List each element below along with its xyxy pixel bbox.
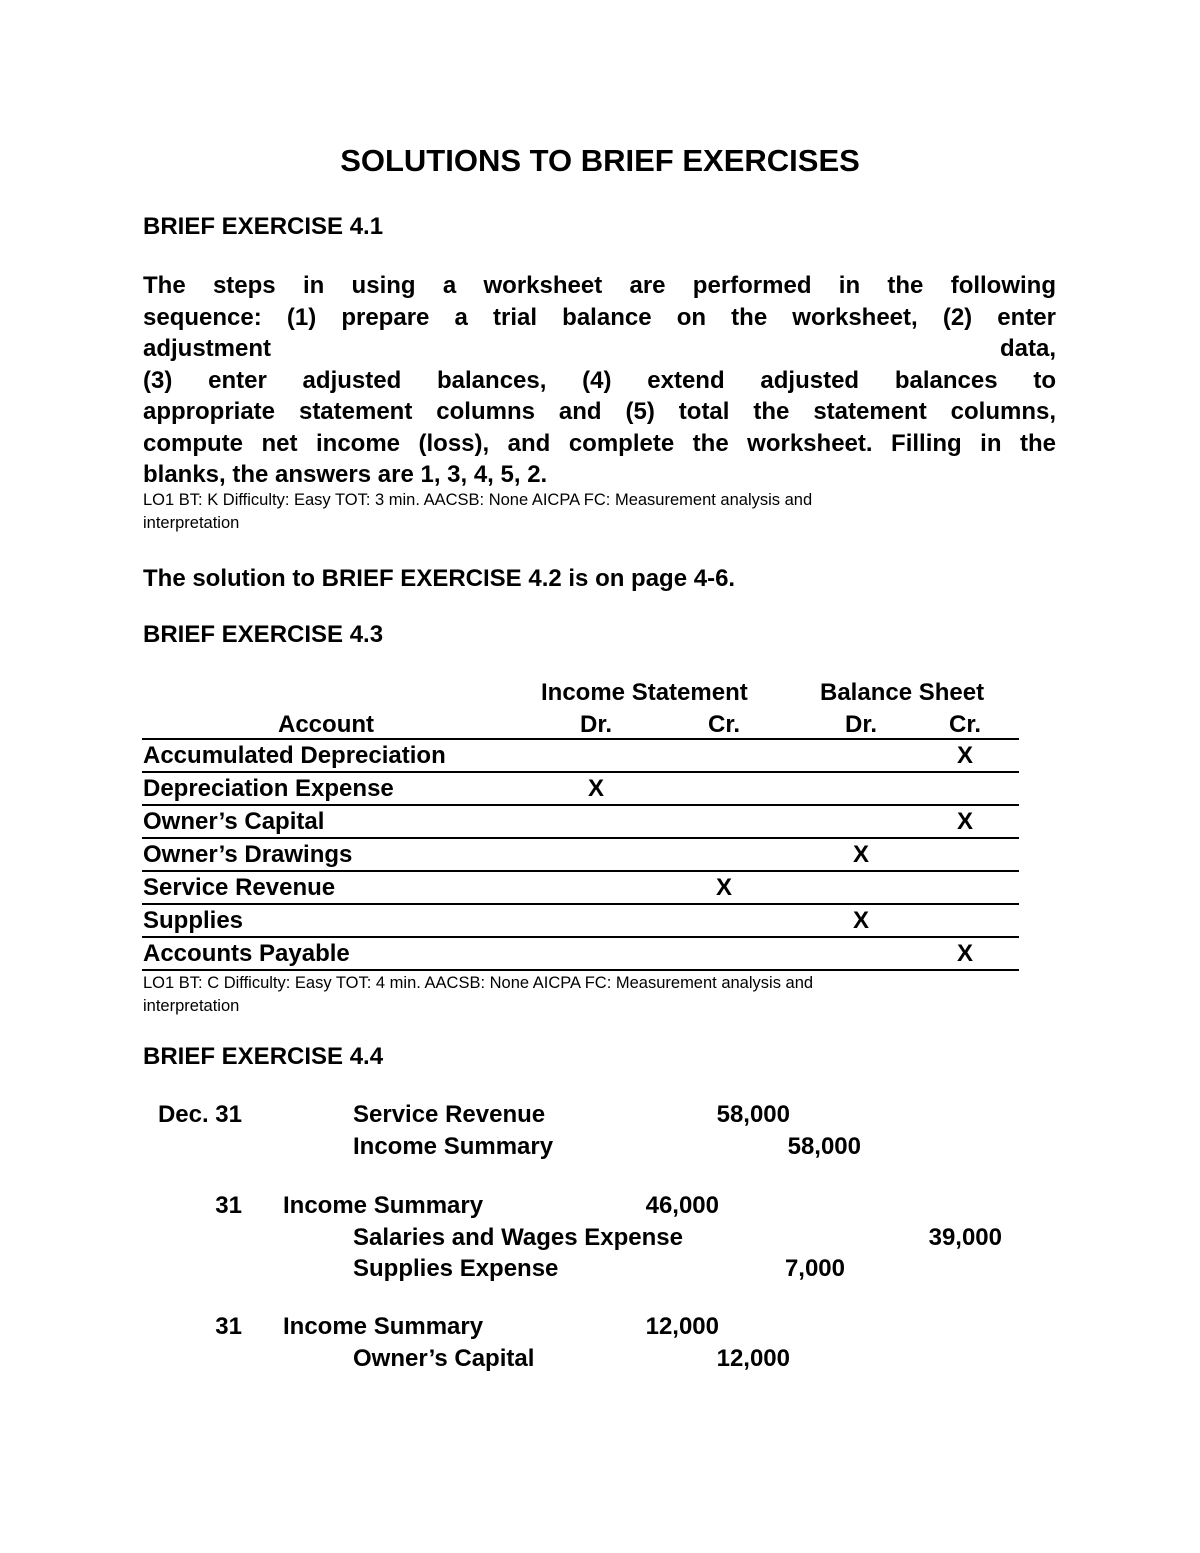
- debit-amount: 58,000: [716, 1101, 790, 1128]
- ex41-line: blanks, the answers are 1, 3, 4, 5, 2.: [143, 461, 548, 488]
- table-rule: [142, 936, 1019, 938]
- is-cr-column-header: Cr.: [707, 711, 741, 738]
- is-dr-column-header: Dr.: [579, 711, 613, 738]
- ex41-meta-line2: interpretation: [143, 514, 240, 532]
- credit-amount: 39,000: [928, 1223, 1002, 1251]
- credit-account: Income Summary: [353, 1132, 554, 1160]
- table-rule: [142, 870, 1019, 872]
- entry-date: 31: [215, 1313, 242, 1340]
- table-rule: [142, 771, 1019, 773]
- ex43-meta-line1: LO1 BT: C Difficulty: Easy TOT: 4 min. AACSB: None AICPA FC: Measurement analysis and: [143, 974, 814, 992]
- bs-dr-column-header: Dr.: [844, 711, 878, 738]
- bs-cr-column-header: Cr.: [948, 711, 982, 738]
- column-mark-bs-cr: X: [956, 742, 974, 769]
- debit-account: Income Summary: [283, 1313, 484, 1340]
- account-column-header: Account: [278, 711, 374, 738]
- ex41-line: compute net income (loss), and complete the worksheet. Filling in the: [143, 429, 1056, 457]
- account-name: Owner’s Drawings: [143, 841, 353, 868]
- entry-date: 31: [215, 1192, 242, 1219]
- entry-date: Dec. 31: [157, 1101, 242, 1128]
- table-rule: [142, 969, 1019, 971]
- ex43-heading: BRIEF EXERCISE 4.3: [143, 621, 384, 648]
- debit-amount: 46,000: [645, 1192, 719, 1219]
- account-name: Depreciation Expense: [143, 775, 394, 802]
- ex41-paragraph: [143, 270, 1056, 491]
- ex41-line: (3) enter adjusted balances, (4) extend adjusted balances to: [143, 366, 1056, 394]
- table-rule: [142, 738, 1019, 740]
- ex42-note: The solution to BRIEF EXERCISE 4.2 is on page 4-6.: [143, 565, 736, 592]
- account-name: Supplies: [143, 907, 244, 934]
- credit-amount: 12,000: [716, 1344, 790, 1372]
- account-name: Service Revenue: [143, 874, 336, 901]
- credit-account: Supplies Expense: [353, 1255, 559, 1282]
- credit-account: Salaries and Wages Expense: [353, 1223, 683, 1251]
- ex41-line: adjustment data,: [143, 335, 1056, 362]
- column-mark-is-dr: X: [587, 775, 605, 802]
- income-statement-header: Income Statement: [541, 679, 748, 706]
- page-title: SOLUTIONS TO BRIEF EXERCISES: [340, 143, 860, 178]
- debit-account: Income Summary: [283, 1192, 484, 1219]
- column-mark-bs-dr: X: [852, 907, 870, 934]
- ex41-heading: BRIEF EXERCISE 4.1: [143, 213, 384, 240]
- debit-amount: 12,000: [645, 1313, 719, 1340]
- account-name: Accumulated Depreciation: [143, 742, 446, 769]
- credit-amount: 7,000: [784, 1255, 845, 1282]
- account-name: Owner’s Capital: [143, 808, 325, 835]
- column-mark-bs-dr: X: [852, 841, 870, 868]
- debit-account: Service Revenue: [353, 1101, 546, 1128]
- balance-sheet-header: Balance Sheet: [820, 679, 985, 706]
- column-mark-bs-cr: X: [956, 808, 974, 835]
- column-mark-bs-cr: X: [956, 940, 974, 967]
- ex44-heading: BRIEF EXERCISE 4.4: [143, 1043, 384, 1070]
- ex43-meta-line2: interpretation: [143, 997, 240, 1015]
- table-rule: [142, 837, 1019, 839]
- ex41-line: The steps in using a worksheet are performed in the following: [143, 272, 1056, 299]
- table-rule: [142, 903, 1019, 905]
- table-rule: [142, 804, 1019, 806]
- account-name: Accounts Payable: [143, 940, 350, 967]
- column-mark-is-cr: X: [715, 874, 733, 901]
- credit-amount: 58,000: [787, 1132, 861, 1160]
- ex41-line: appropriate statement columns and (5) total the statement columns,: [143, 398, 1056, 425]
- ex41-line: sequence: (1) prepare a trial balance on the worksheet, (2) enter: [143, 303, 1056, 331]
- credit-account: Owner’s Capital: [353, 1344, 535, 1372]
- ex41-meta-line1: LO1 BT: K Difficulty: Easy TOT: 3 min. AACSB: None AICPA FC: Measurement analysis and: [143, 491, 813, 509]
